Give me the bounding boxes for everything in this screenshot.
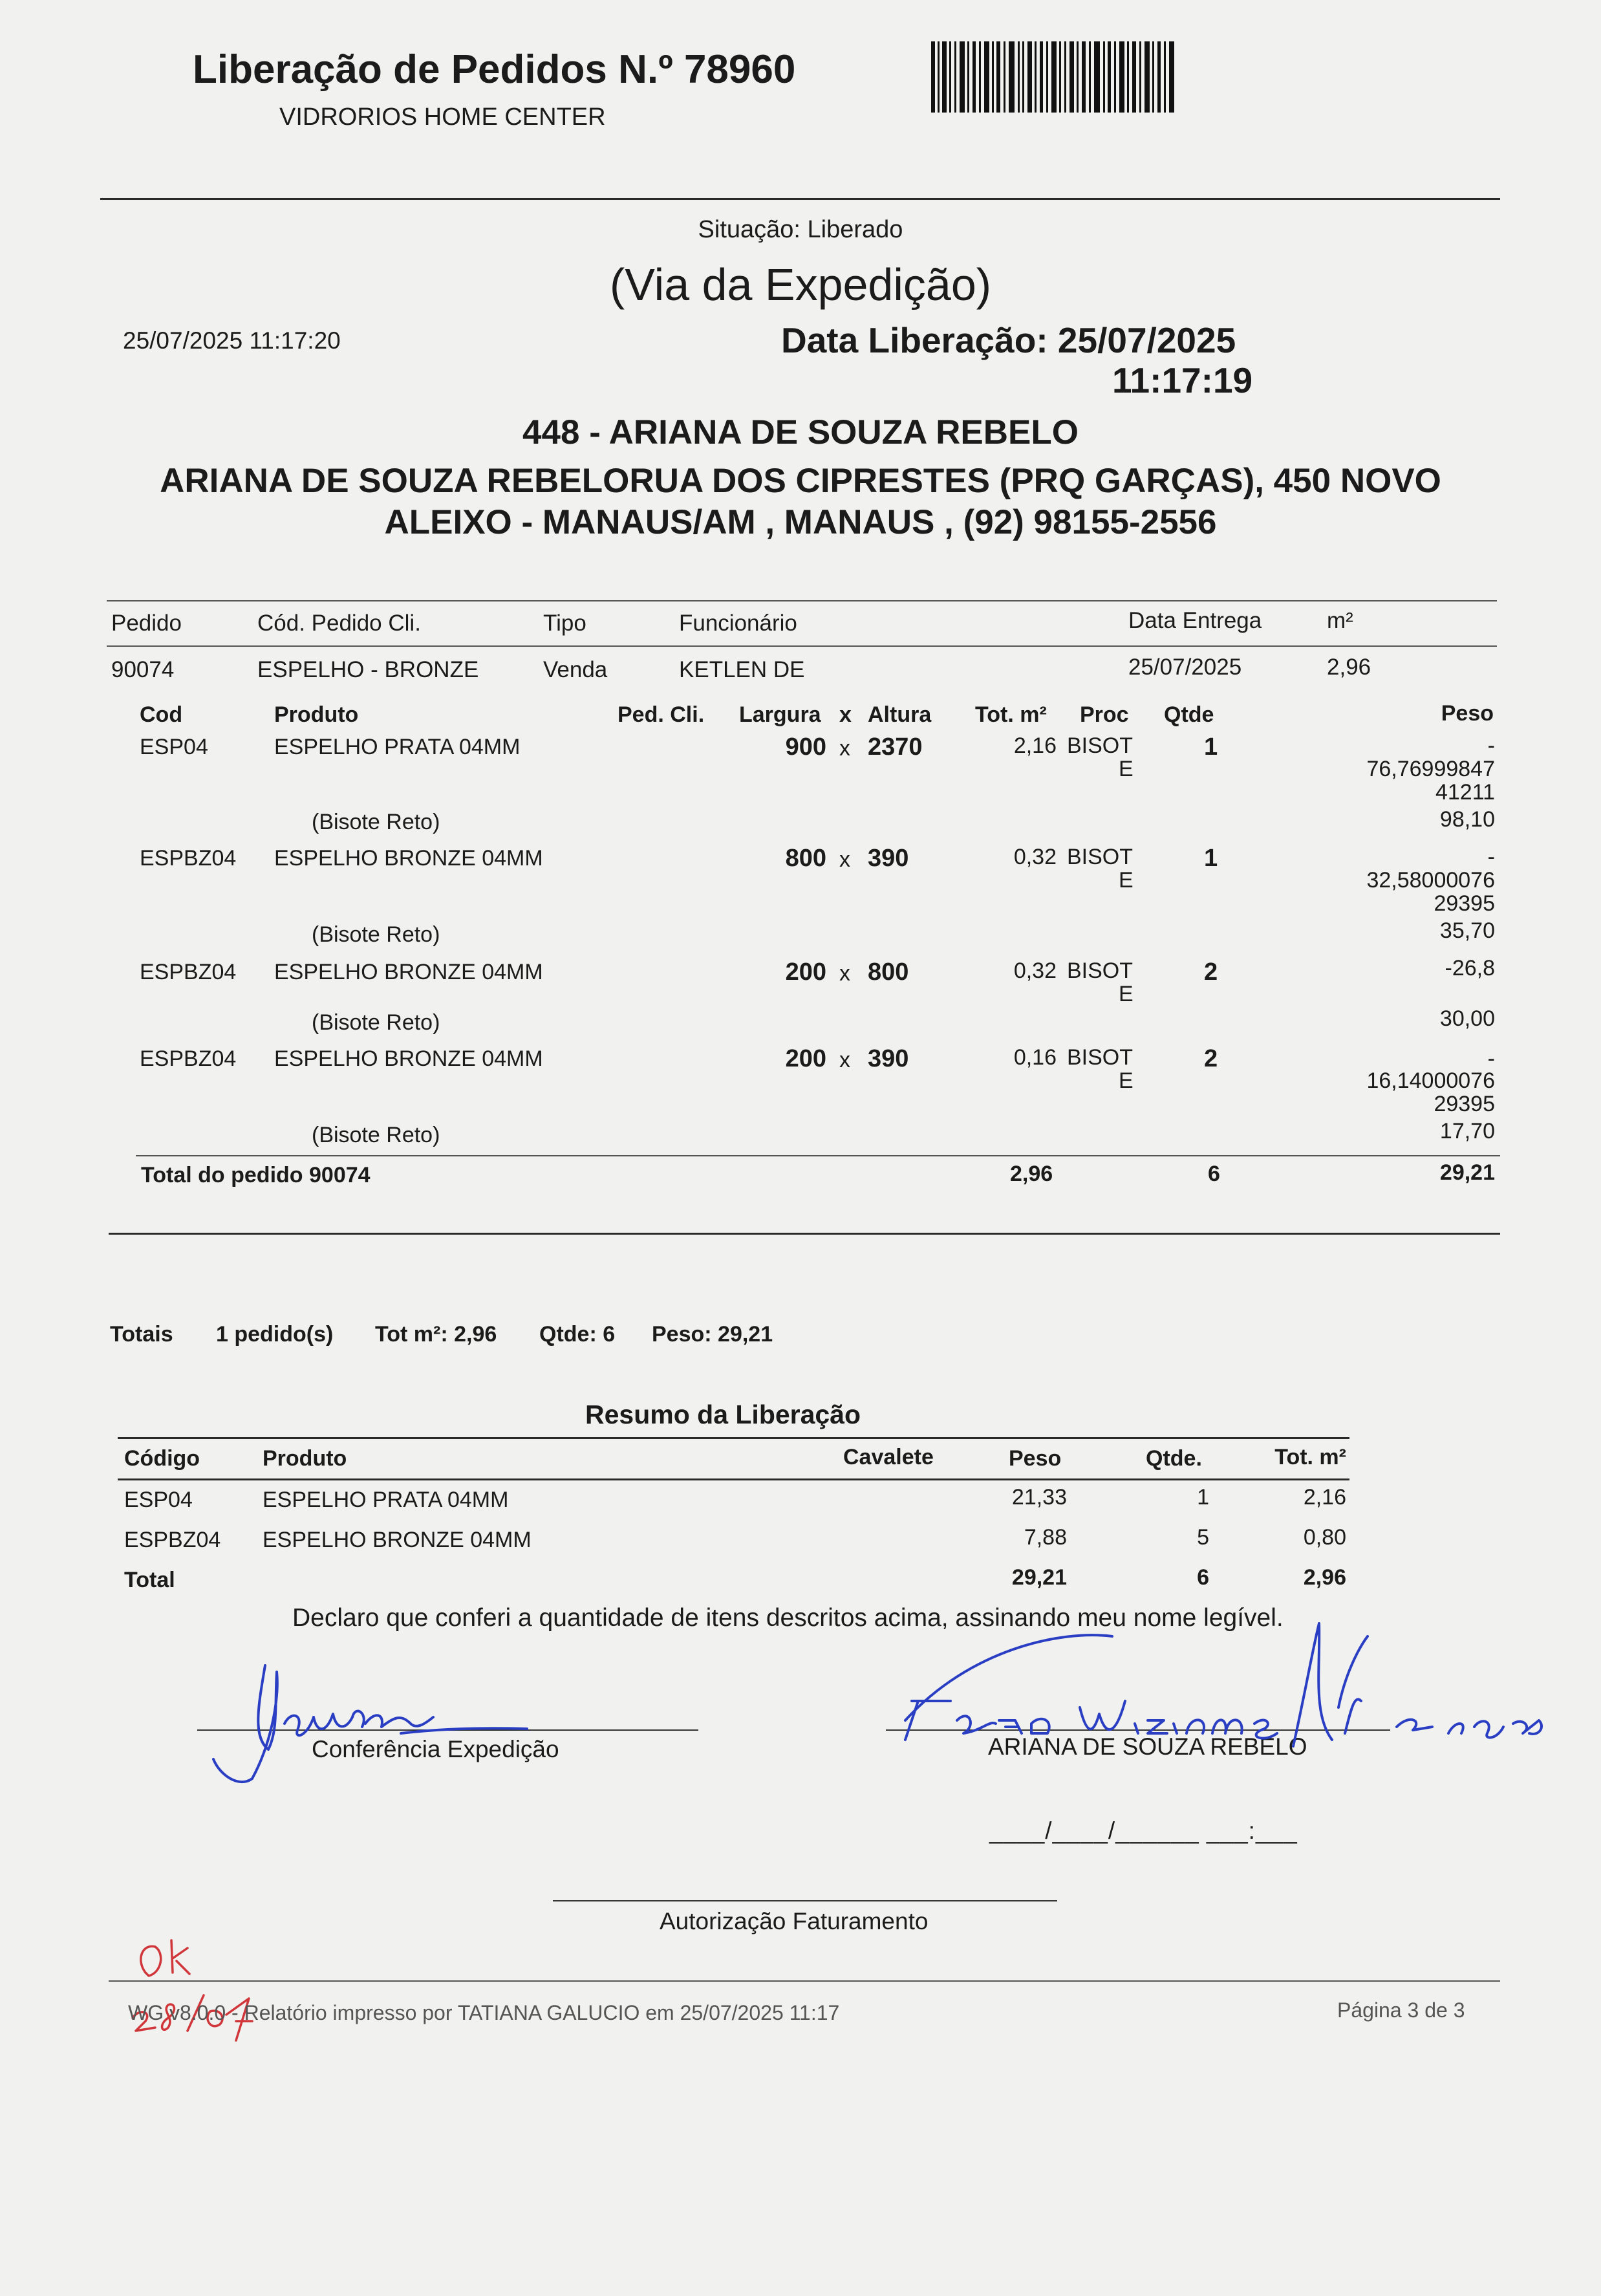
items-col-x: x xyxy=(839,702,852,727)
item-proc: BISOT xyxy=(1067,845,1134,869)
totals-label: Totais xyxy=(110,1322,173,1347)
document-title: Liberação de Pedidos N.º 78960 xyxy=(193,47,796,92)
item-produto: ESPELHO BRONZE 04MM xyxy=(274,960,543,984)
item-x: x xyxy=(839,1048,850,1072)
summary-col-codigo: Código xyxy=(124,1446,200,1471)
summary-col-tot-m2: Tot. m² xyxy=(1274,1445,1346,1469)
item-qtde: 2 xyxy=(1204,1045,1218,1072)
item-largura: 900 xyxy=(785,733,826,761)
order-number: 90074 xyxy=(111,657,175,682)
item-tot-m2: 0,32 xyxy=(1013,958,1057,983)
footer-report-info: WG v8.0.0 - Relatório impresso por TATIANA GALUCIO em 25/07/2025 11:17 xyxy=(128,2001,840,2024)
summary-col-qtde: Qtde. xyxy=(1146,1446,1202,1471)
summary-qtde: 1 xyxy=(1197,1485,1209,1510)
item-tot-m2: 2,16 xyxy=(1013,733,1057,758)
item-cod: ESPBZ04 xyxy=(140,960,237,984)
summary-tot-m2: 2,16 xyxy=(1303,1485,1346,1510)
summary-produto: ESPELHO BRONZE 04MM xyxy=(263,1528,532,1552)
items-col-largura: Largura xyxy=(739,702,821,727)
totals-m2: Tot m²: 2,96 xyxy=(375,1322,497,1347)
release-date: Data Liberação: 25/07/2025 xyxy=(781,320,1236,360)
client-address xyxy=(97,460,1504,543)
item-proc-cont: E xyxy=(1119,982,1134,1006)
handwritten-note xyxy=(126,1934,255,2050)
item-largura: 800 xyxy=(785,845,826,872)
summary-codigo: ESPBZ04 xyxy=(124,1528,221,1552)
summary-peso: 21,33 xyxy=(1011,1485,1067,1510)
summary-header-rule xyxy=(118,1478,1349,1480)
item-altura: 2370 xyxy=(868,733,923,761)
item-peso-line: 76,76999847 xyxy=(1366,757,1495,781)
copy-type-heading: (Via da Expedição) xyxy=(609,259,992,310)
footer-rule xyxy=(109,1980,1500,1982)
item-tot-m2: 0,32 xyxy=(1013,845,1057,869)
item-peso-line: 41211 xyxy=(1435,780,1495,805)
order-header-top-rule xyxy=(107,600,1497,601)
order-m2: 2,96 xyxy=(1327,655,1371,680)
col-pedido: Pedido xyxy=(111,611,182,636)
item-proc: BISOT xyxy=(1067,1045,1134,1070)
item-proc: BISOT xyxy=(1067,958,1134,983)
signature-label-left: Conferência Expedição xyxy=(312,1736,559,1762)
summary-qtde: 5 xyxy=(1197,1525,1209,1550)
item-proc-cont: E xyxy=(1119,757,1134,781)
item-altura: 390 xyxy=(868,1045,909,1072)
item-peso-line: 32,58000076 xyxy=(1366,868,1495,893)
items-col-ped-cli: Ped. Cli. xyxy=(618,702,705,727)
summary-total-label: Total xyxy=(124,1568,175,1592)
summary-codigo: ESP04 xyxy=(124,1488,193,1512)
summary-col-peso: Peso xyxy=(1009,1446,1062,1471)
item-obs: (Bisote Reto) xyxy=(312,922,440,947)
order-total-rule xyxy=(136,1155,1500,1156)
item-produto: ESPELHO BRONZE 04MM xyxy=(274,1046,543,1071)
status-label: Situação: Liberado xyxy=(698,216,903,243)
order-client-code: ESPELHO - BRONZE xyxy=(257,657,479,682)
col-data-entrega: Data Entrega xyxy=(1128,608,1262,633)
items-col-peso: Peso xyxy=(1441,701,1494,726)
item-x: x xyxy=(839,961,850,986)
item-proc-cont: E xyxy=(1119,1068,1134,1093)
authorization-label: Autorização Faturamento xyxy=(660,1908,929,1934)
item-cod: ESP04 xyxy=(140,735,208,759)
summary-total-peso: 29,21 xyxy=(1011,1565,1067,1590)
handwritten-signature-left xyxy=(207,1652,543,1795)
handwritten-signature-right xyxy=(892,1610,1571,1753)
summary-total-qtde: 6 xyxy=(1197,1565,1209,1590)
summary-col-produto: Produto xyxy=(263,1446,347,1471)
item-x: x xyxy=(839,736,850,761)
item-largura: 200 xyxy=(785,1045,826,1072)
item-peso-line: - xyxy=(1487,733,1495,758)
order-total-m2: 2,96 xyxy=(1010,1162,1053,1186)
company-name: VIDRORIOS HOME CENTER xyxy=(279,103,606,131)
item-peso-line: 98,10 xyxy=(1439,807,1495,832)
item-obs: (Bisote Reto) xyxy=(312,1123,440,1147)
item-obs: (Bisote Reto) xyxy=(312,1010,440,1035)
order-header-bottom-rule xyxy=(107,645,1497,647)
barcode xyxy=(931,41,1176,113)
item-peso-line: 16,14000076 xyxy=(1366,1068,1495,1093)
item-peso-line: - xyxy=(1487,1046,1495,1071)
item-qtde: 1 xyxy=(1204,733,1218,761)
item-altura: 800 xyxy=(868,958,909,986)
item-qtde: 2 xyxy=(1204,958,1218,986)
col-m2: m² xyxy=(1327,608,1353,633)
summary-col-cavalete: Cavalete xyxy=(843,1445,934,1469)
items-col-altura: Altura xyxy=(868,702,932,727)
items-col-proc: Proc xyxy=(1080,702,1129,727)
declaration-text: Declaro que conferi a quantidade de itens descritos acima, assinando meu nome legível. xyxy=(292,1604,1284,1632)
items-col-qtde: Qtde xyxy=(1164,702,1214,727)
order-total-peso: 29,21 xyxy=(1439,1160,1495,1185)
order-employee: KETLEN DE xyxy=(679,657,805,682)
signature-line-authorization xyxy=(553,1900,1057,1901)
signature-label-right: ARIANA DE SOUZA REBELO xyxy=(988,1733,1307,1760)
item-peso-line: -26,8 xyxy=(1445,956,1495,980)
order-delivery-date: 25/07/2025 xyxy=(1128,655,1242,680)
items-col-cod: Cod xyxy=(140,702,183,727)
release-time: 11:17:19 xyxy=(1112,360,1253,400)
item-peso-line: 29395 xyxy=(1434,1092,1495,1116)
order-total-label: Total do pedido 90074 xyxy=(141,1163,371,1187)
address-line-1: ARIANA DE SOUZA REBELORUA DOS CIPRESTES (PRQ GARÇAS), 450 NOVO xyxy=(160,462,1441,500)
item-peso-line: 29395 xyxy=(1434,891,1495,916)
item-produto: ESPELHO PRATA 04MM xyxy=(274,735,521,759)
col-tipo: Tipo xyxy=(543,611,586,636)
items-col-produto: Produto xyxy=(274,702,359,727)
header-divider xyxy=(100,198,1500,200)
col-funcionario: Funcionário xyxy=(679,611,797,636)
col-cod-pedido-cli: Cód. Pedido Cli. xyxy=(257,611,421,636)
totals-qtde: Qtde: 6 xyxy=(539,1322,616,1347)
order-total-qtde: 6 xyxy=(1208,1162,1220,1186)
item-tot-m2: 0,16 xyxy=(1013,1045,1057,1070)
totals-orders: 1 pedido(s) xyxy=(216,1322,334,1347)
item-cod: ESPBZ04 xyxy=(140,1046,237,1071)
item-proc: BISOT xyxy=(1067,733,1134,758)
summary-tot-m2: 0,80 xyxy=(1303,1525,1346,1550)
item-largura: 200 xyxy=(785,958,826,986)
summary-top-rule xyxy=(118,1437,1349,1439)
order-type: Venda xyxy=(543,657,608,682)
client-name: 448 - ARIANA DE SOUZA REBELO xyxy=(522,413,1079,451)
address-line-2: ALEIXO - MANAUS/AM , MANAUS , (92) 98155-2556 xyxy=(384,503,1217,541)
item-peso-line: 17,70 xyxy=(1439,1119,1495,1143)
item-altura: 390 xyxy=(868,845,909,872)
print-datetime: 25/07/2025 11:17:20 xyxy=(123,327,341,354)
item-proc-cont: E xyxy=(1119,868,1134,893)
summary-title: Resumo da Liberação xyxy=(585,1400,861,1429)
item-qtde: 1 xyxy=(1204,845,1218,872)
totals-peso: Peso: 29,21 xyxy=(652,1322,773,1347)
section-divider xyxy=(109,1233,1500,1235)
date-time-blank: ____/____/______ ___:___ xyxy=(989,1817,1298,1844)
items-col-tot-m2: Tot. m² xyxy=(975,702,1047,727)
item-x: x xyxy=(839,847,850,872)
footer-page-number: Página 3 de 3 xyxy=(1337,1998,1465,2022)
summary-peso: 7,88 xyxy=(1024,1525,1067,1550)
summary-total-tot-m2: 2,96 xyxy=(1303,1565,1346,1590)
summary-produto: ESPELHO PRATA 04MM xyxy=(263,1488,509,1512)
item-peso-line: 35,70 xyxy=(1439,918,1495,943)
item-cod: ESPBZ04 xyxy=(140,846,237,871)
item-produto: ESPELHO BRONZE 04MM xyxy=(274,846,543,871)
item-peso-line: - xyxy=(1487,845,1495,869)
item-obs: (Bisote Reto) xyxy=(312,810,440,834)
item-peso-line: 30,00 xyxy=(1439,1006,1495,1031)
